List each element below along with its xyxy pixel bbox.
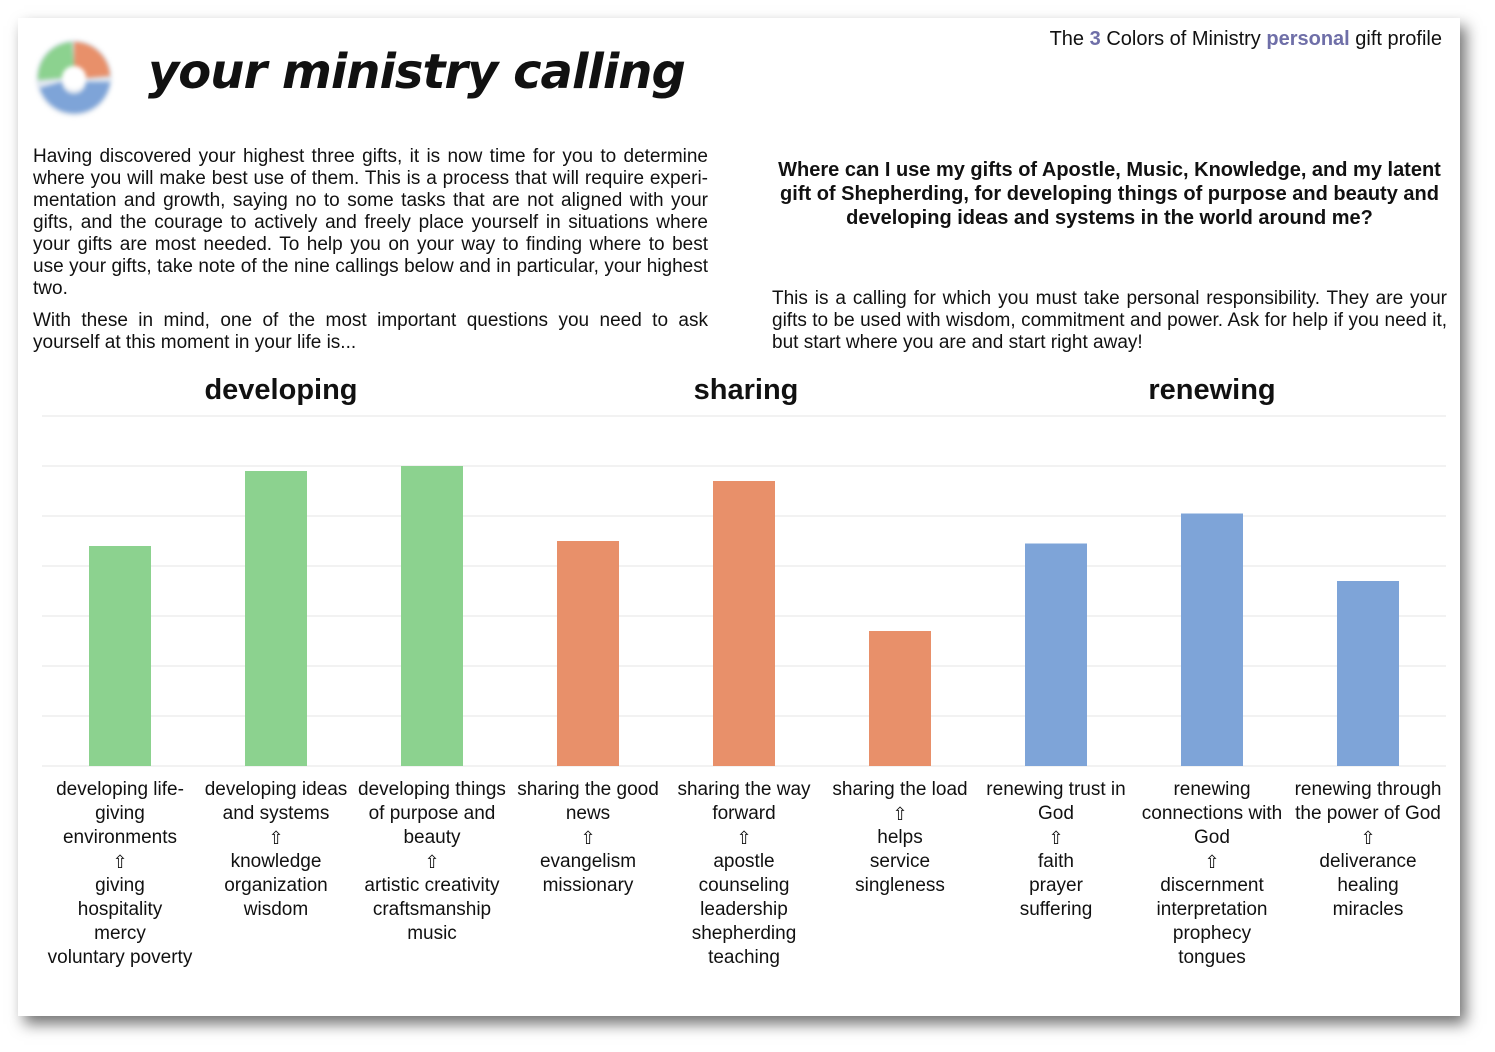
gift-item: artistic creativity [364,875,500,896]
brand-prefix: The [1049,28,1085,50]
responsibility-text: This is a calling for which you must take personal responsibility. They are your gifts to be used with wisdom, commitment and power. Ask for help if you need it, but start where you are and start right away! [772,288,1447,353]
gift-item: evangelism [539,851,637,872]
bar-6 [869,631,931,766]
category-name: developing things of purpose and beauty [358,779,506,848]
intro-paragraph-2: With these in mind, one of the most important questions you need to ask yourself at this moment in your life is... [33,310,708,353]
category-name: sharing the load [832,779,968,800]
gift-item: mercy [94,923,146,944]
brand-number: 3 [1089,28,1101,50]
category-name: renewing connections with God [1141,779,1283,848]
gift-item: voluntary poverty [47,947,193,968]
gift-item: shepherding [691,923,797,944]
gift-item: music [407,923,457,944]
group-label-sharing: sharing [693,374,799,406]
gift-item: tongues [1178,947,1246,968]
category-label-6 [822,778,978,898]
gift-item: suffering [1019,899,1093,920]
page-title: your ministry calling [148,44,685,100]
up-arrow-icon: ⇧ [112,852,128,872]
gift-item: leadership [700,899,788,920]
category-name: developing ideas and systems [204,779,348,824]
category-name: renewing through the power of God [1294,779,1442,824]
gift-item: prayer [1029,875,1083,896]
gift-item: faith [1038,851,1074,872]
gift-item: giving [95,875,145,896]
category-name: developing life-giving environments [56,779,184,848]
up-arrow-icon: ⇧ [1048,828,1064,848]
intro-paragraph-1: Having discovered your highest three gifts, it is now time for you to determine where you will make best use of them. This is a process that will require experi-mentation and growth, saying no to some tasks that are not aligned with your gifts, and the courage to actively and freely place yourself in situations where your gifts are most needed. To help you on your way to finding where to best use your gifts, take note of the nine callings below and in particular, your highest two. [33,146,708,299]
gift-item: helps [877,827,923,848]
category-name: sharing the good news [517,779,659,824]
bar-8 [1181,514,1243,767]
category-label-5 [666,778,822,970]
gift-item: knowledge [230,851,322,872]
category-label-4 [510,778,666,898]
up-arrow-icon: ⇧ [580,828,596,848]
gift-item: prophecy [1172,923,1252,944]
brand-middle: Colors of Ministry [1106,28,1261,50]
category-label-3 [354,778,510,946]
up-arrow-icon: ⇧ [424,852,440,872]
category-label-9 [1290,778,1446,922]
up-arrow-icon: ⇧ [1360,828,1376,848]
gift-item: healing [1337,875,1399,896]
bar-4 [557,541,619,766]
category-label-1 [42,778,198,970]
category-label-8 [1134,778,1290,970]
up-arrow-icon: ⇧ [736,828,752,848]
gift-item: deliverance [1319,851,1417,872]
category-name: sharing the way forward [677,779,811,824]
category-label-2 [198,778,354,922]
bar-2 [245,471,307,766]
bar-1 [89,546,151,766]
gift-item: counseling [698,875,790,896]
gift-item: apostle [713,851,775,872]
group-label-developing: developing [204,374,358,406]
brand-highlight: personal [1266,28,1350,50]
gift-item: service [869,851,931,872]
bar-3 [401,466,463,766]
gift-item: discernment [1160,875,1264,896]
bar-5 [713,481,775,766]
brand-suffix: gift profile [1355,28,1442,50]
bar-7 [1025,544,1087,767]
gift-item: singleness [855,875,945,896]
gift-item: teaching [708,947,780,968]
key-question: Where can I use my gifts of Apostle, Music, Knowledge, and my latent gift of Shepherding, for developing things of purpose and beauty and developing ideas and systems in the world around me? [778,159,1441,229]
up-arrow-icon: ⇧ [1204,852,1220,872]
group-label-renewing: renewing [1148,374,1276,406]
bar-9 [1337,581,1399,766]
page-sheet [18,18,1460,1016]
category-name: renewing trust in God [986,779,1126,824]
gift-item: interpretation [1156,899,1268,920]
gift-item: missionary [542,875,634,896]
up-arrow-icon: ⇧ [268,828,284,848]
gift-item: hospitality [77,899,163,920]
gift-item: craftsmanship [372,899,492,920]
category-label-7 [978,778,1134,922]
gift-item: organization [224,875,328,896]
gift-item: wisdom [243,899,309,920]
up-arrow-icon: ⇧ [892,804,908,824]
gift-item: miracles [1332,899,1404,920]
